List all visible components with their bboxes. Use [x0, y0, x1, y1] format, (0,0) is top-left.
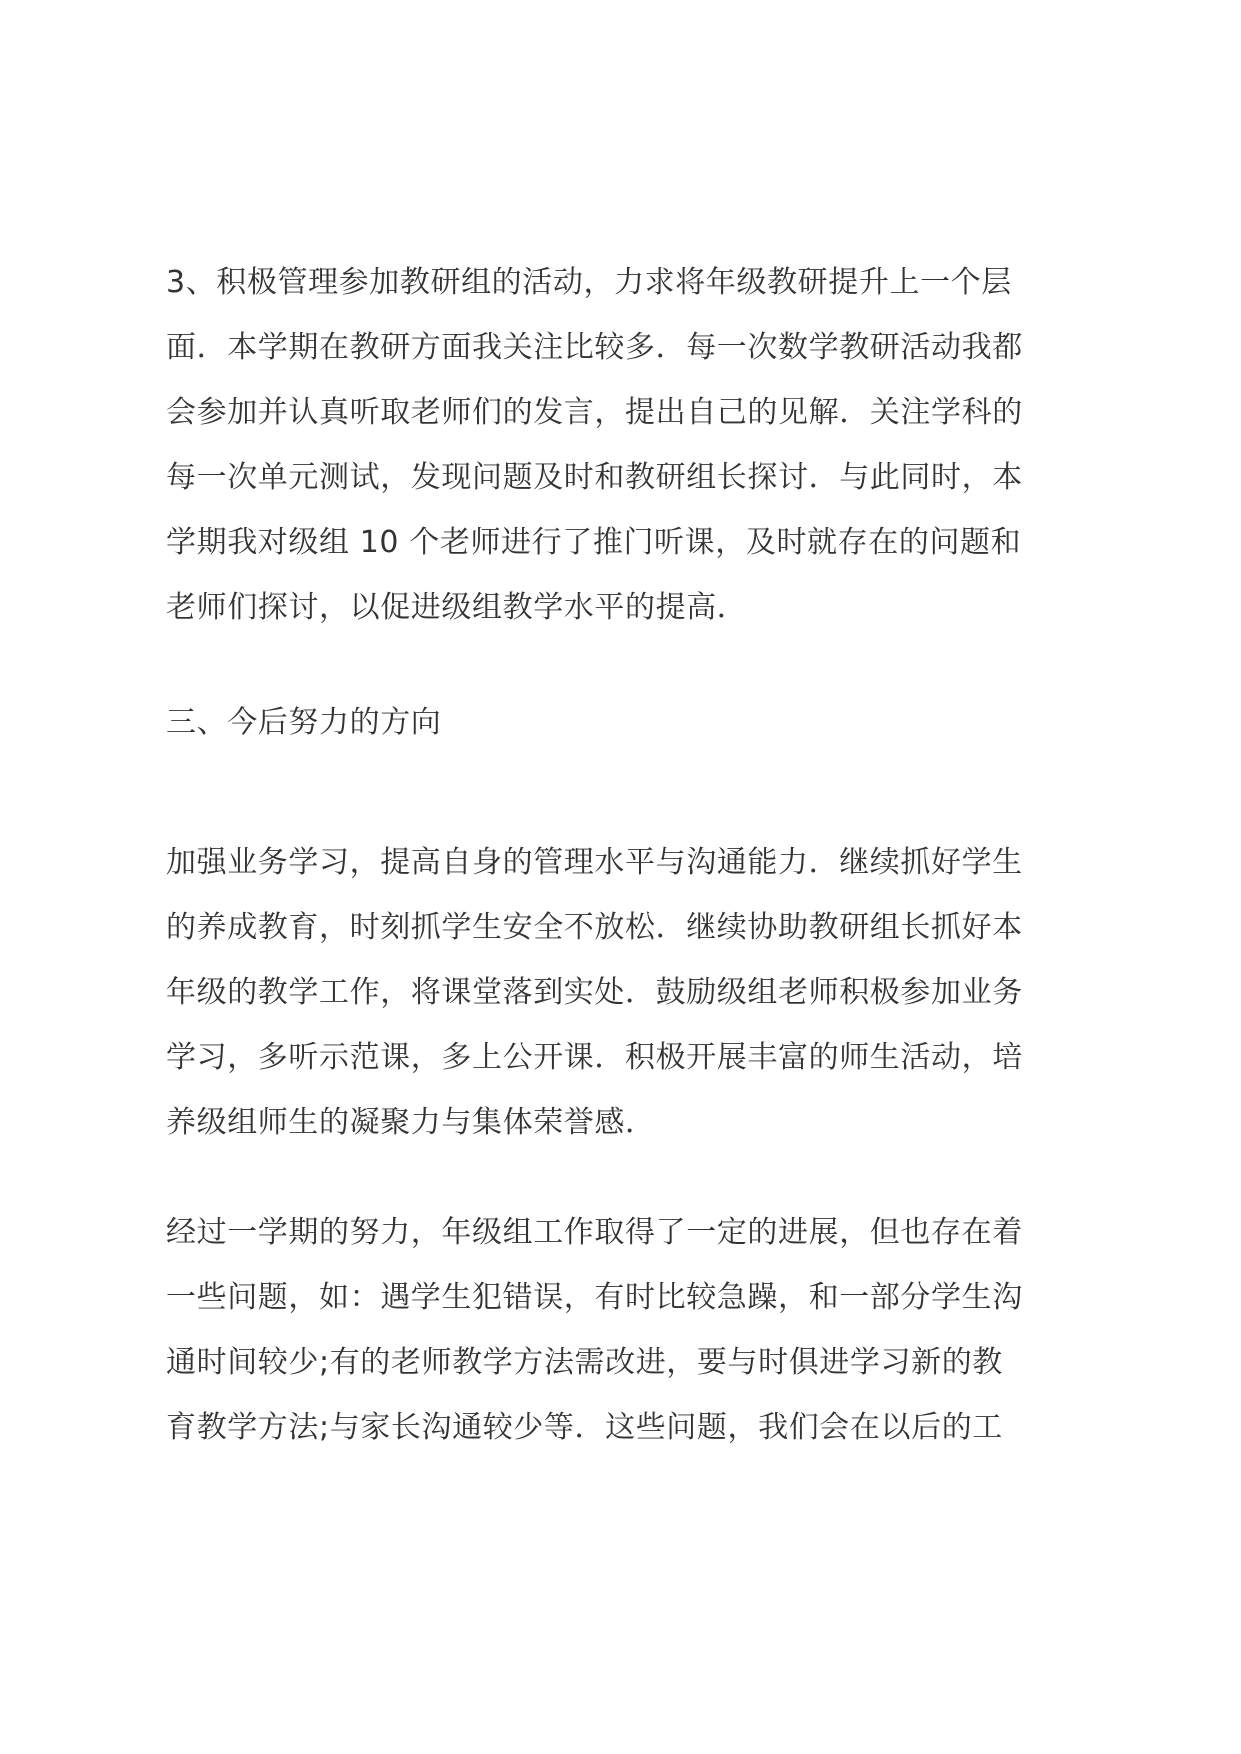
text-line: 的养成教育，时刻抓学生安全不放松．继续协助教研组长抓好本 [166, 910, 1023, 945]
text-line: 通时间较少;有的老师教学方法需改进，要与时俱进学习新的教 [166, 1345, 1003, 1380]
text-line: 养级组师生的凝聚力与集体荣誉感． [166, 1105, 656, 1140]
text-line: 会参加并认真听取老师们的发言，提出自己的见解．关注学科的 [166, 395, 1023, 430]
text-line: 学习，多听示范课，多上公开课．积极开展丰富的师生活动，培 [166, 1040, 1023, 1075]
text-line: 年级的教学工作，将课堂落到实处．鼓励级组老师积极参加业务 [166, 975, 1023, 1010]
paragraph-future-direction [166, 830, 1096, 1155]
text-line: 面．本学期在教研方面我关注比较多．每一次数学教研活动我都 [166, 330, 1023, 365]
text-line: 3、积极管理参加教研组的活动，力求将年级教研提升上一个层 [166, 265, 1012, 300]
heading-text: 三、今后努力的方向 [166, 705, 442, 740]
section-heading [166, 690, 1096, 755]
text-line: 育教学方法;与家长沟通较少等．这些问题，我们会在以后的工 [166, 1410, 1003, 1445]
paragraph-teaching-research [166, 250, 1096, 640]
text-line: 老师们探讨，以促进级组教学水平的提高． [166, 590, 748, 625]
text-line: 一些问题，如：遇学生犯错误，有时比较急躁，和一部分学生沟 [166, 1280, 1023, 1315]
text-line: 每一次单元测试，发现问题及时和教研组长探讨．与此同时，本 [166, 460, 1023, 495]
text-line: 学期我对级组 10 个老师进行了推门听课，及时就存在的问题和 [166, 525, 1022, 560]
text-line: 经过一学期的努力，年级组工作取得了一定的进展，但也存在着 [166, 1215, 1023, 1250]
paragraph-summary [166, 1200, 1096, 1460]
text-line: 加强业务学习，提高自身的管理水平与沟通能力．继续抓好学生 [166, 845, 1023, 880]
